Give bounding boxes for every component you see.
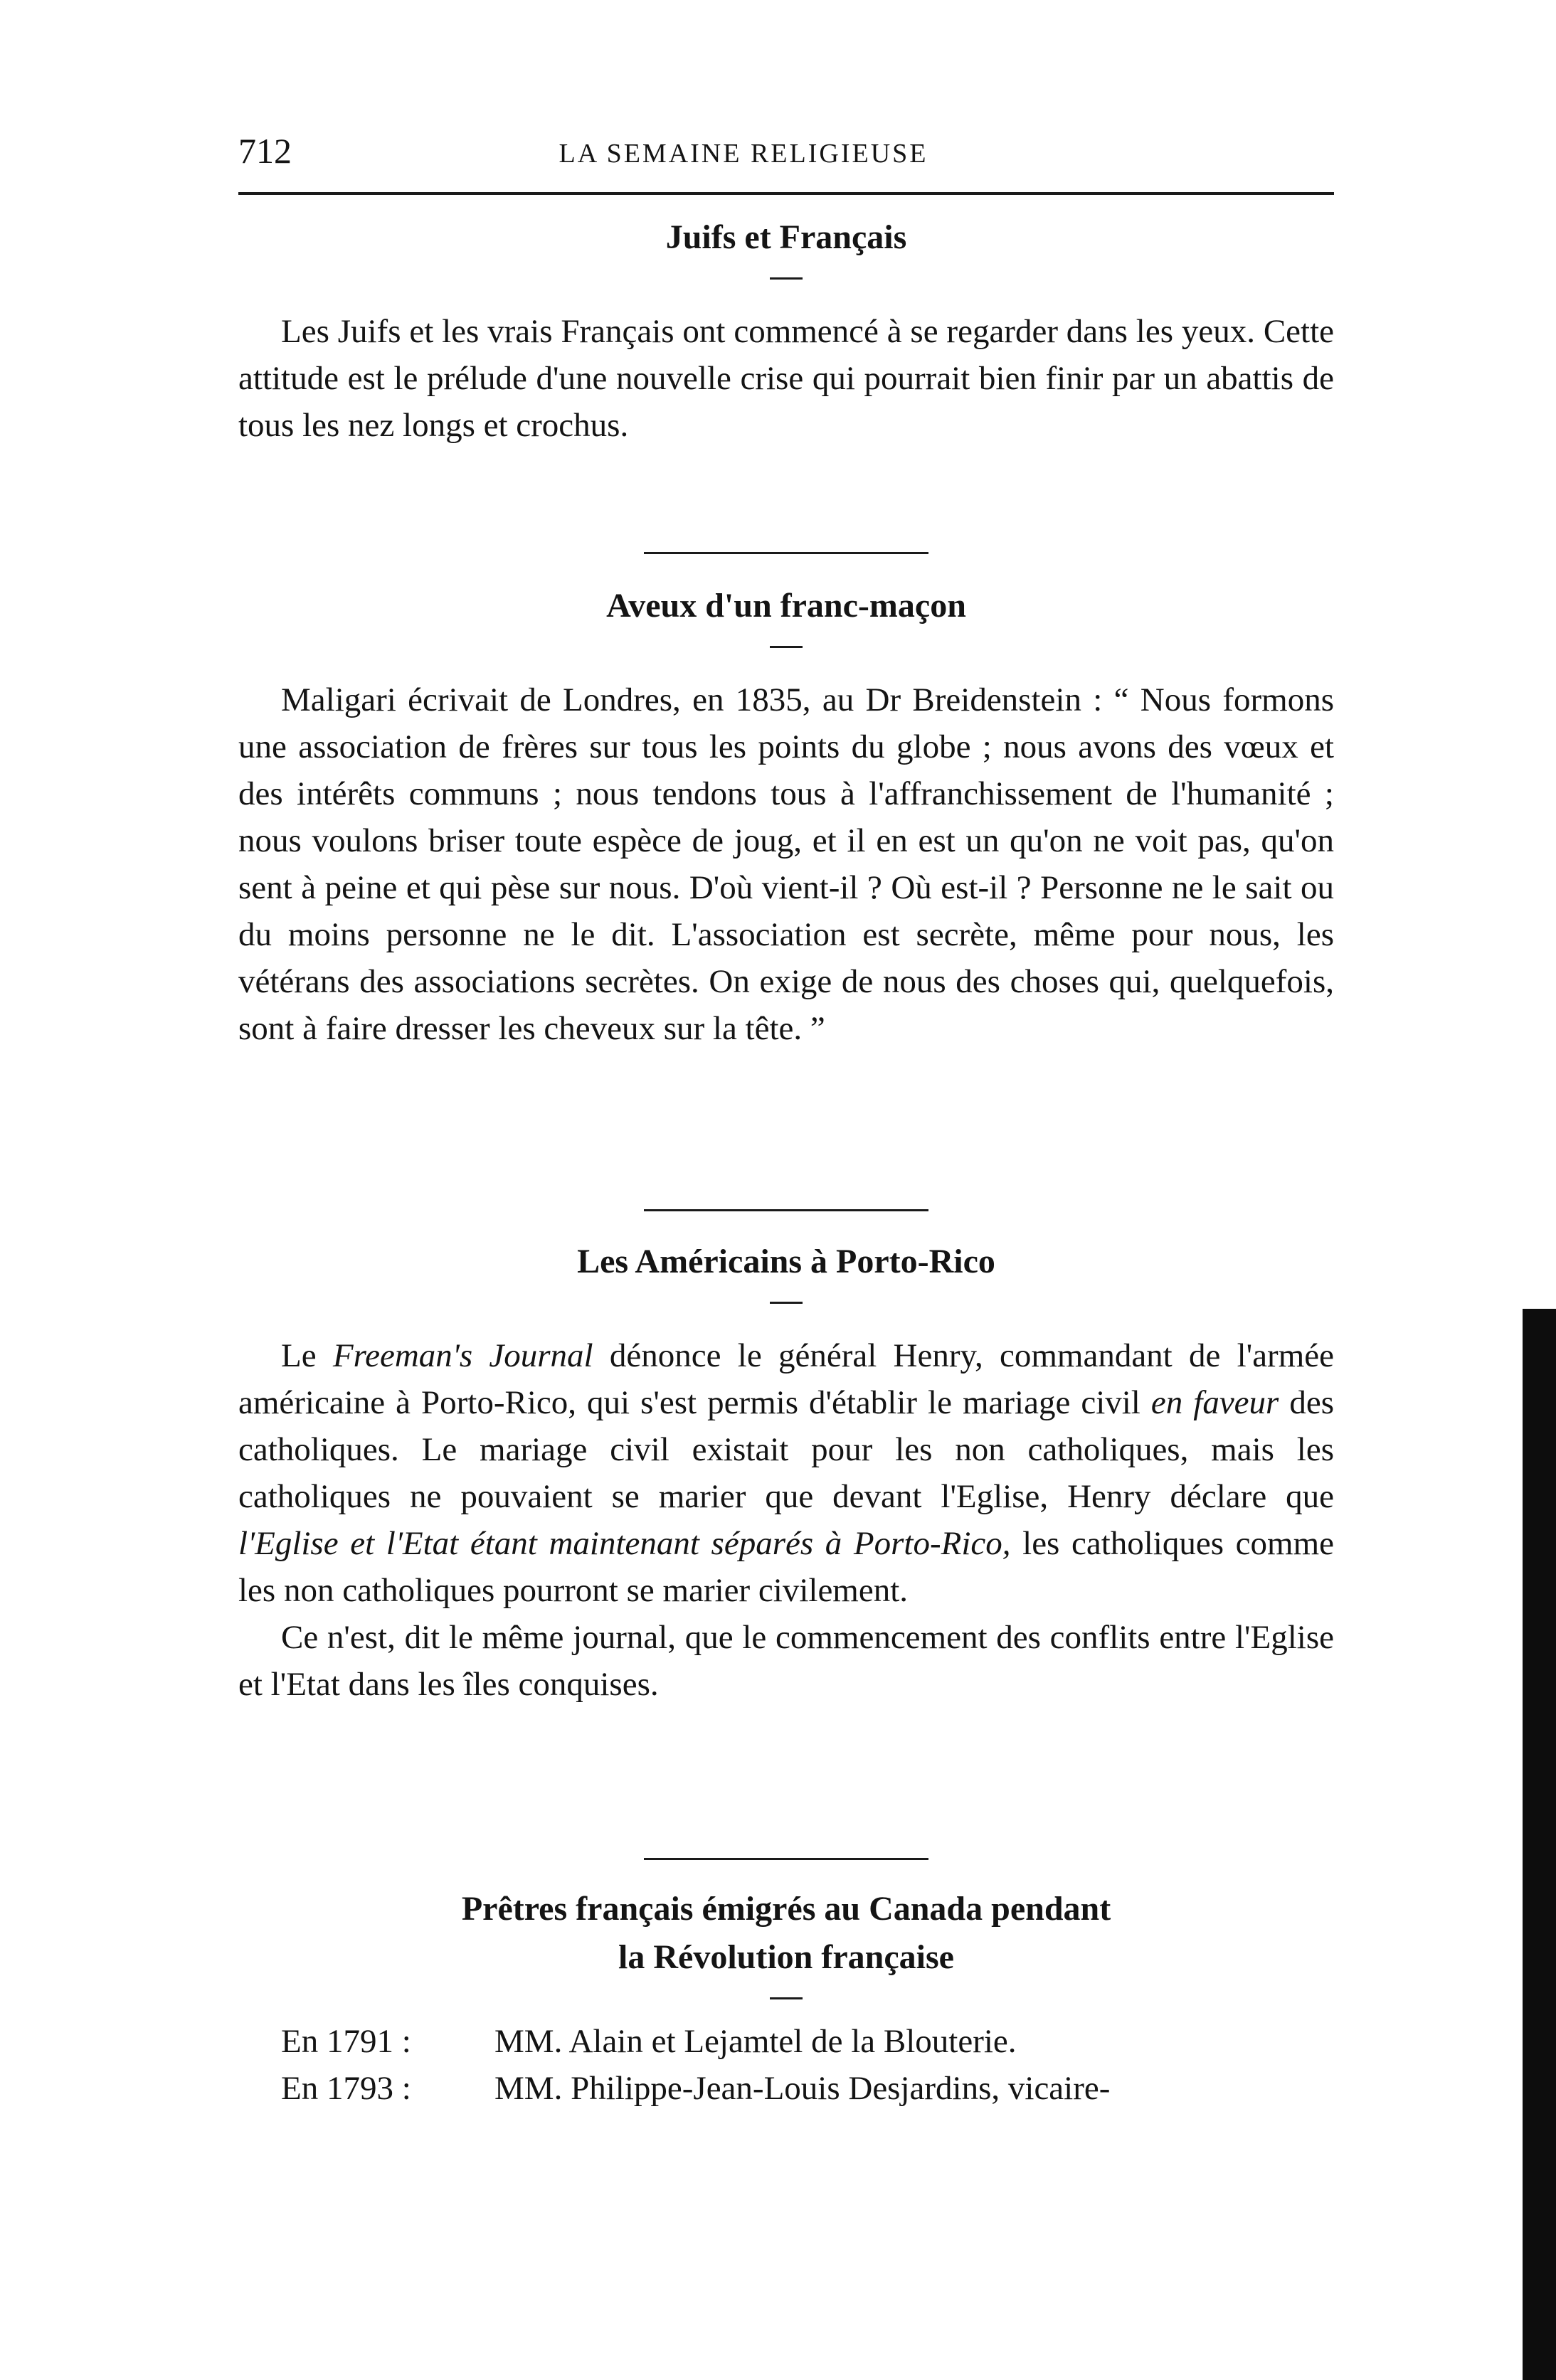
page-edge-shadow <box>1523 1309 1556 2380</box>
section-pretres <box>238 1885 1334 2112</box>
running-title: LA SEMAINE RELIGIEUSE <box>559 139 928 169</box>
header-rule <box>238 192 1334 195</box>
section-divider <box>644 552 928 554</box>
paragraph: Ce n'est, dit le même journal, que le commencement des conflits entre l'Eglise et l'Etat dans les îles conquises. <box>238 1619 1334 1703</box>
quotation: l'Eglise et l'Etat étant maintenant séparés à Porto-Rico, <box>238 1525 1011 1562</box>
priest-list <box>238 2018 1334 2112</box>
section-title: Les Américains à Porto-Rico <box>577 1243 995 1280</box>
section-juifs <box>238 213 1334 449</box>
title-dash <box>770 1997 803 1999</box>
paragraph: Les Juifs et les vrais Français ont commencé à se regarder dans les yeux. Cette attitude est le prélude d'une nouvelle crise qui pourrait bien finir par un abattis de tous les nez longs et crochus. <box>238 313 1334 444</box>
section-title-line1: Prêtres français émigrés au Canada pendant <box>461 1890 1111 1928</box>
section-divider <box>644 1858 928 1860</box>
title-dash <box>770 1302 803 1304</box>
page-header <box>238 129 1334 179</box>
title-dash <box>770 277 803 280</box>
title-dash <box>770 646 803 648</box>
emphasis: en faveur <box>1150 1384 1279 1421</box>
section-title: Aveux d'un franc-maçon <box>606 587 966 625</box>
paragraph: Maligari écrivait de Londres, en 1835, au Dr Breidenstein : “ Nous formons une association de frères sur tous les points du globe ; nous avons des vœux et des intérêts communs ; nous tendons tous à l'affranchissement de l'humanité ; nous voulons briser toute espèce de joug, et il en est un qu'on ne voit pas, qu'on sent à peine et qui pèse sur nous. D'où vient-il ? Où est-il ? Personne ne le sait ou du moins personne ne le dit. L'association est secrète, même pour nous, les vétérans des associations secrètes. On exige de nous des choses qui, quelquefois, sont à faire dresser les cheveux sur la tête. ” <box>238 681 1334 1047</box>
section-title-line2: la Révolution française <box>618 1938 954 1976</box>
paragraph: Le Freeman's Journal dénonce le général Henry, commandant de l'armée américaine à Porto-Rico, qui s'est permis d'établir le mariage civil en faveur des catholiques. Le mariage civil existait pour les non catholiques, mais les catholiques ne pouvaient se marier que devant l'Eglise, Henry déclare que l'Eglise et l'Etat étant maintenant séparés à Porto-Rico, les catholiques comme les non catholiques pourront se marier civilement. <box>238 1337 1335 1609</box>
list-item: En 1791 : MM. Alain et Lejamtel de la Blouterie. <box>281 2023 1017 2060</box>
page-number: 712 <box>238 131 292 171</box>
section-title: Juifs et Français <box>665 218 907 256</box>
journal-name: Freeman's Journal <box>332 1337 593 1374</box>
section-divider <box>644 1209 928 1211</box>
list-item: En 1793 : MM. Philippe-Jean-Louis Desjardins, vicaire- <box>281 2070 1111 2107</box>
section-franc-macon <box>238 582 1334 1052</box>
section-porto-rico <box>238 1238 1334 1708</box>
